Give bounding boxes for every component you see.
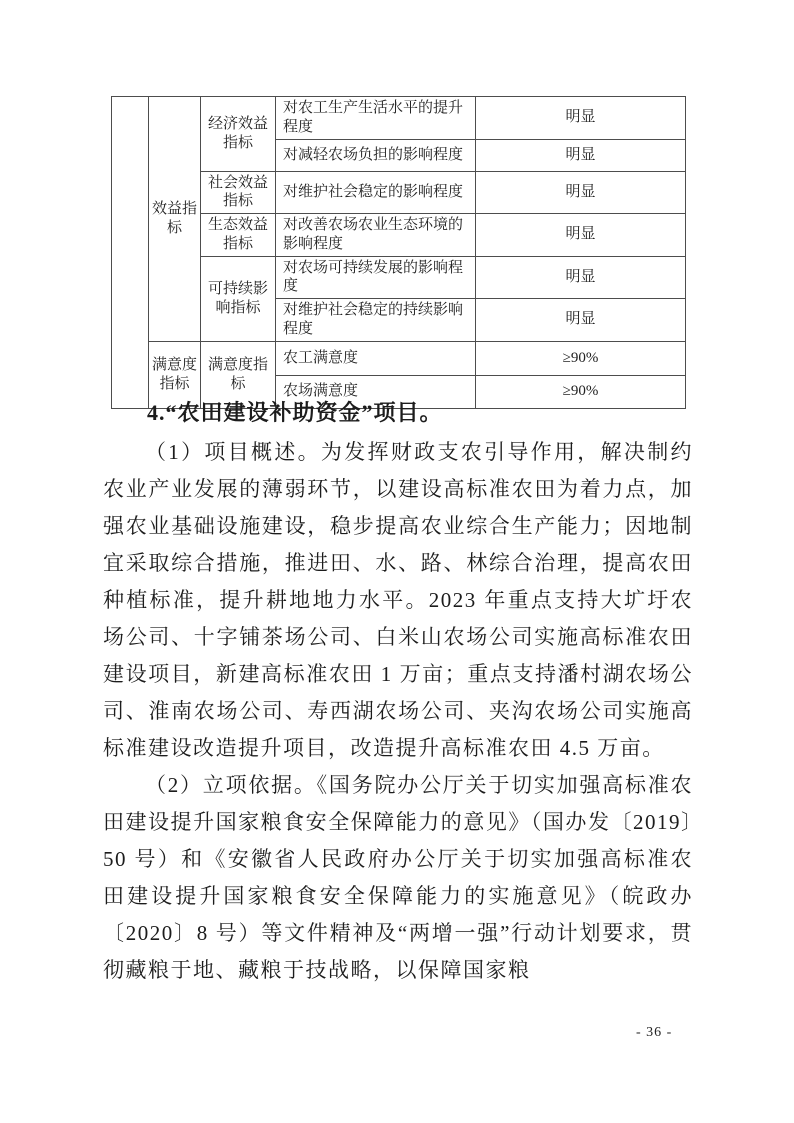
table-indicator-cell: 农场满意度 <box>276 375 476 408</box>
table-indicator-cell: 农工满意度 <box>276 341 476 375</box>
table-row <box>112 97 686 140</box>
table-value-cell: 明显 <box>476 256 686 299</box>
table-category-benefit: 效益指标 <box>149 97 201 342</box>
paragraph-project-overview: （1）项目概述。为发挥财政支农引导作用，解决制约农业产业发展的薄弱环节，以建设高标准农田为着力点，加强农业基础设施建设，稳步提高农业综合生产能力；因地制宜采取综合措施，推进田、水、路、林综合治理，提高农田种植标准，提升耕地地力水平。2023 年重点支持大圹圩农场公司、十字铺茶场公司、白米山农场公司实施高标准农田建设项目，新建高标准农田 1 万亩；重点支持潘村湖农场公司、淮南农场公司、寿西湖农场公司、夹沟农场公司实施高标准建设改造提升项目，改造提升高标准农田 4.5 万亩。 <box>103 440 693 760</box>
table-subcategory-economic: 经济效益指标 <box>201 97 276 172</box>
table-value-cell: ≥90% <box>476 375 686 408</box>
table-indicator-cell: 对维护社会稳定的持续影响程度 <box>276 299 476 342</box>
body-content <box>103 394 693 989</box>
indicator-table <box>111 96 686 409</box>
table-subcategory-sustainable: 可持续影响指标 <box>201 256 276 341</box>
table-empty-cell <box>112 97 149 409</box>
table-value-cell: 明显 <box>476 214 686 257</box>
table-value-cell: 明显 <box>476 97 686 140</box>
table-subcategory-ecological: 生态效益指标 <box>201 214 276 257</box>
paragraph-project-basis: （2）立项依据。《国务院办公厅关于切实加强高标准农田建设提升国家粮食安全保障能力的意见》（国办发〔2019〕50 号）和《安徽省人民政府办公厅关于切实加强高标准农田建设提升国家粮食安全保障能力的实施意见》（皖政办〔2020〕8 号）等文件精神及“两增一强”行动计划要求，贯彻藏粮于地、藏粮于技战略，以保障国家粮 <box>103 773 693 982</box>
table-value-cell: 明显 <box>476 299 686 342</box>
table-indicator-cell: 对改善农场农业生态环境的影响程度 <box>276 214 476 257</box>
section-heading: 4.“农田建设补助资金”项目。 <box>147 400 443 425</box>
table-indicator-cell: 对农工生产生活水平的提升程度 <box>276 97 476 140</box>
table-row <box>112 341 686 375</box>
table-value-cell: 明显 <box>476 139 686 171</box>
table-subcategory-social: 社会效益指标 <box>201 171 276 214</box>
table-category-satisfaction: 满意度指标 <box>149 341 201 408</box>
table-subcategory-satisfaction: 满意度指标 <box>201 341 276 408</box>
table-indicator-cell: 对减轻农场负担的影响程度 <box>276 139 476 171</box>
table-value-cell: 明显 <box>476 171 686 214</box>
table-indicator-cell: 对农场可持续发展的影响程度 <box>276 256 476 299</box>
table-value-cell: ≥90% <box>476 341 686 375</box>
page-number: - 36 - <box>636 1025 673 1040</box>
table-indicator-cell: 对维护社会稳定的影响程度 <box>276 171 476 214</box>
